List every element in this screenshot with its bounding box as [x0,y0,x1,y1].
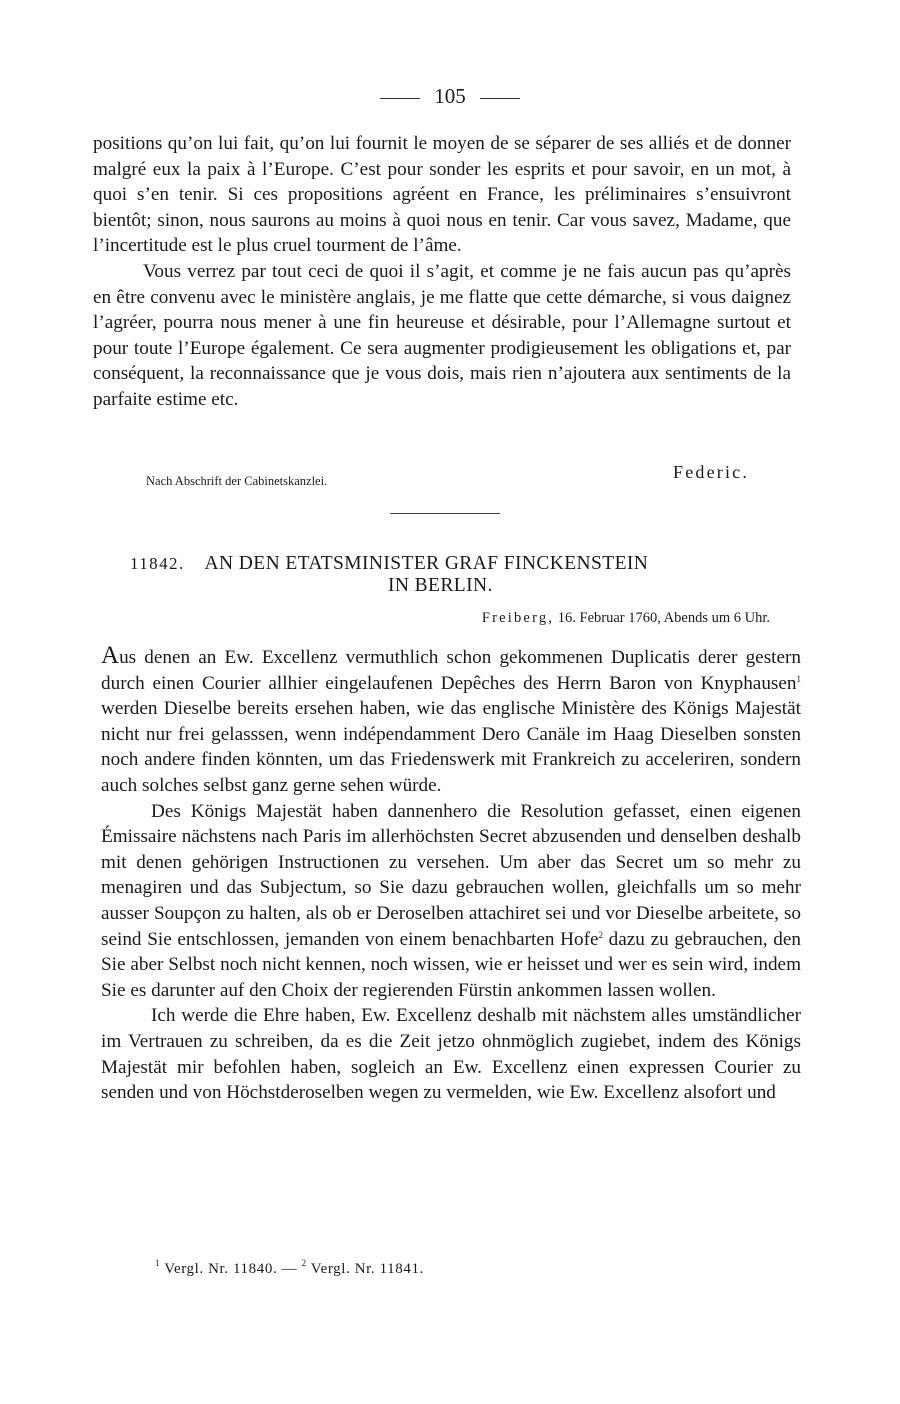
source-note: Nach Abschrift der Cabinetskanzlei. [146,474,328,488]
footnote-marker-1: 1 [796,673,801,684]
body-paragraph-2-part1: Des Königs Majestät haben dannenhero die Resolution gefasset, einen eigenen Émissaire nächstens nach Paris im allerhöchsten Secret abzusenden und denselben deshalb mit denen gehörigen Instructionen zu versehen. Um aber das Secret um so mehr zu menagiren und das Subjectum, so Sie dazu gebrauchen wollen, gleichfalls um so mehr ausser Soupçon zu halten, als ob er Deroselben attachiret sei und vor Dieselbe arbeitete, so seind Sie entschlossen, jemanden von einem benachbarten Hofe [101,800,801,950]
letter-body [101,643,801,1106]
section-separator [390,513,500,514]
body-paragraph-3: Ich werde die Ehre haben, Ew. Excellenz deshalb mit nächstem alles umständlicher im Vertrauen zu schreiben, da es die Zeit jetzo ohnmöglich zugiebet, indem des Königs Majestät mir befohlen haben, sogleich an Ew. Excellenz einen expressen Courier zu senden und von Höchstderoselben wegen zu vermelden, wie Ew. Excellenz alsofort und [101,1005,801,1104]
body-paragraph-2 [101,799,801,1004]
footnote-1-mark: 1 [155,1258,161,1268]
page-header [0,84,900,109]
dateline-place: Freiberg, [481,610,555,626]
signature: Federic. [673,462,750,482]
footnote-2-mark: 2 [301,1258,307,1268]
document-title-line2: IN BERLIN. [388,575,493,596]
letter-continuation [93,131,791,413]
footnote-1-text: Vergl. Nr. 11840. — [160,1261,302,1277]
footnotes [155,1258,424,1278]
header-dash-right [480,98,520,99]
body-paragraph-1-part2: werden Dieselbe bereits ersehen haben, wie das englische Ministère des Königs Majestät nicht nur frei gelasssen, wenn indépendamment Dero Canäle im Haag Dieselben sonsten noch andere finden könnten, um das Friedenswerk mit Frankreich zu acceleriren, sondern auch solches selbst ganz gerne sehen würde. [101,698,801,796]
dateline [360,610,770,627]
continuation-paragraph-1: positions qu’on lui fait, qu’on lui fournit le moyen de se séparer de ses alliés et de donner malgré eux la paix à l’Europe. C’est pour sonder les esprits et pour savoir, en un mot, à quoi s’en tenir. Si ces propositions agréent en France, les préliminaires s’ensuivront bientôt; sinon, nous saurons au moins à quoi nous en tenir. Car vous savez, Madame, que l’incertitude est le plus cruel tourment de l’âme. [93,133,791,257]
continuation-paragraph-2: Vous verrez par tout ceci de quoi il s’agit, et comme je ne fais aucun pas qu’après en être convenu avec le ministère anglais, je me flatte que cette démarche, si vous daignez l’agréer, pourra nous mener à une fin heureuse et désirable, pour l’Allemagne surtout et pour toute l’Europe également. Ce sera augmenter prodigieusement les obligations et, par conséquent, la reconnaissance que je vous dois, mais rien n’ajoutera aux sentiments de la parfaite estime etc. [93,260,791,410]
drop-cap: A [101,642,120,669]
footnote-marker-2: 2 [598,929,603,940]
dateline-date: 16. Februar 1760, Abends um 6 Uhr. [557,610,770,626]
document-heading [130,553,790,597]
document-title-line1: AN DEN ETATSMINISTER GRAF FINCKENSTEIN [204,553,649,574]
body-paragraph-2-part2: dazu zu gebrauchen, den Sie aber Selbst noch nicht kennen, noch wissen, wie er heisset und wer es sein wird, indem Sie es darunter auf den Choix der regierenden Fürstin ankommen lassen wollen. [101,928,801,1001]
header-dash-left [380,98,420,99]
body-paragraph-1-part1: us denen an Ew. Excellenz vermuthlich schon gekommenen Duplicatis derer gestern durch einen Courier allhier eingelaufenen Depêches des Herrn Baron von Knyphausen [101,647,801,694]
footnote-2-text: Vergl. Nr. 11841. [306,1261,424,1277]
page-number: 105 [434,84,466,108]
document-number: 11842. [130,554,185,573]
body-paragraph-1 [101,643,801,799]
